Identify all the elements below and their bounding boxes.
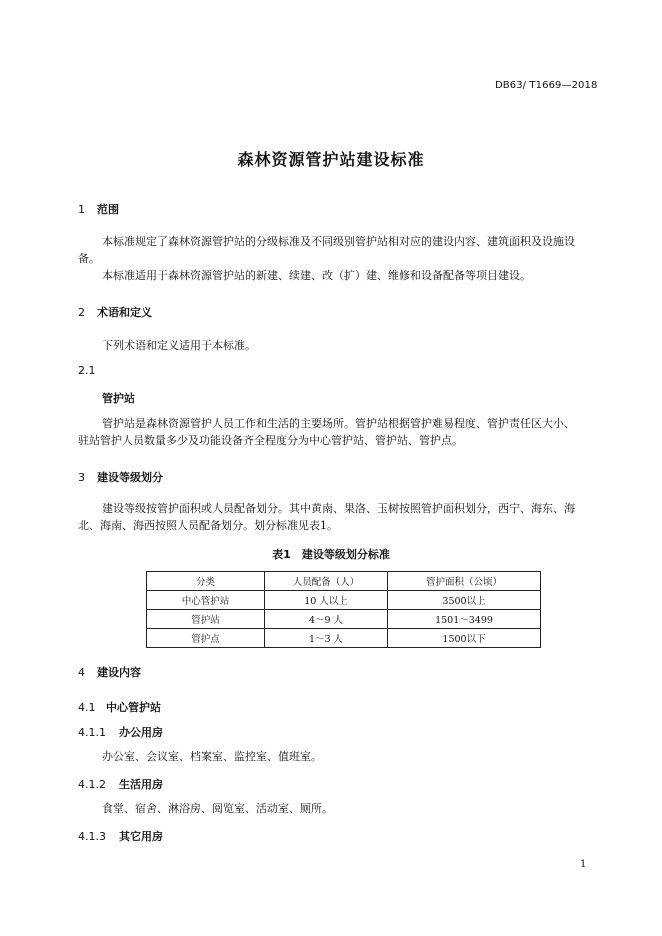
section-number: 4.1: [78, 701, 96, 714]
grade-table: [146, 571, 541, 648]
section-heading-3: [78, 469, 163, 485]
subsection-number: 2.1: [78, 364, 96, 377]
section-title: 范围: [97, 203, 119, 216]
subsection-heading-4-1-3: [78, 828, 163, 844]
section-title: 建设等级划分: [97, 471, 163, 484]
term-heading: [102, 390, 135, 406]
document-title: 森林资源管护站建设标准: [237, 150, 425, 169]
table-cell: 4～9 人: [265, 610, 388, 629]
section-number: 4.1.2: [78, 778, 106, 791]
section-number: 2: [78, 306, 85, 319]
table-cell: 管护点: [147, 629, 265, 648]
paragraph: 建设等级按管护面积或人员配备划分。其中黄南、果洛、玉树按照管护面积划分，西宁、海东、海: [102, 502, 575, 515]
section-heading-2: [78, 304, 152, 320]
section-heading-4: [78, 664, 141, 680]
paragraph: 本标准适用于森林资源管护站的新建、续建、改（扩）建、维修和设备配备等项目建设。: [102, 269, 531, 282]
table-cell: 1501～3499: [388, 610, 541, 629]
paragraph: 驻站管护人员数量多少及功能设备齐全程度分为中心管护站、管护站、管护点。: [78, 434, 463, 447]
section-title: 术语和定义: [97, 306, 152, 319]
table-row: [147, 629, 541, 648]
section-title: 建设内容: [97, 666, 141, 679]
section-number: 1: [78, 203, 85, 216]
table-cell: 中心管护站: [147, 591, 265, 610]
table-row: [147, 610, 541, 629]
section-title: 其它用房: [119, 830, 163, 843]
subsection-heading-4-1-1: [78, 724, 163, 740]
table-cell: 10 人以上: [265, 591, 388, 610]
paragraph: 食堂、宿舍、淋浴房、阅览室、活动室、厕所。: [102, 802, 333, 815]
paragraph: 管护站是森林资源管护人员工作和生活的主要场所。管护站根据管护难易程度、管护责任区大小、: [102, 417, 575, 430]
table-cell: 1500以下: [388, 629, 541, 648]
paragraph: 北、海南、海西按照人员配备划分。划分标准见表1。: [78, 519, 338, 532]
section-title: 办公用房: [119, 726, 163, 739]
section-number: 3: [78, 471, 85, 484]
table-caption: 表1 建设等级划分标准: [272, 548, 390, 561]
section-number: 4: [78, 666, 85, 679]
term: 管护站: [102, 392, 135, 405]
column-header: 人员配备（人）: [265, 572, 388, 591]
section-number: 4.1.1: [78, 726, 106, 739]
document-code: DB63/ T1669—2018: [495, 80, 598, 91]
column-header: 管护面积（公顷）: [388, 572, 541, 591]
page-number: 1: [580, 859, 587, 870]
table-cell: 管护站: [147, 610, 265, 629]
column-header: 分类: [147, 572, 265, 591]
subsection-heading-4-1: [78, 699, 161, 715]
section-number: 4.1.3: [78, 830, 106, 843]
paragraph: 本标准规定了森林资源管护站的分级标准及不同级别管护站相对应的建设内容、建筑面积及设施设: [102, 235, 575, 248]
section-heading-1: [78, 201, 119, 217]
subsection-heading-4-1-2: [78, 776, 163, 792]
section-title: 生活用房: [119, 778, 163, 791]
paragraph: 办公室、会议室、档案室、监控室、值班室。: [102, 750, 322, 763]
section-title: 中心管护站: [106, 701, 161, 714]
paragraph: 备。: [78, 252, 100, 265]
table-header-row: [147, 572, 541, 591]
table-cell: 3500以上: [388, 591, 541, 610]
paragraph: 下列术语和定义适用于本标准。: [102, 339, 256, 352]
table-cell: 1～3 人: [265, 629, 388, 648]
table-row: [147, 591, 541, 610]
